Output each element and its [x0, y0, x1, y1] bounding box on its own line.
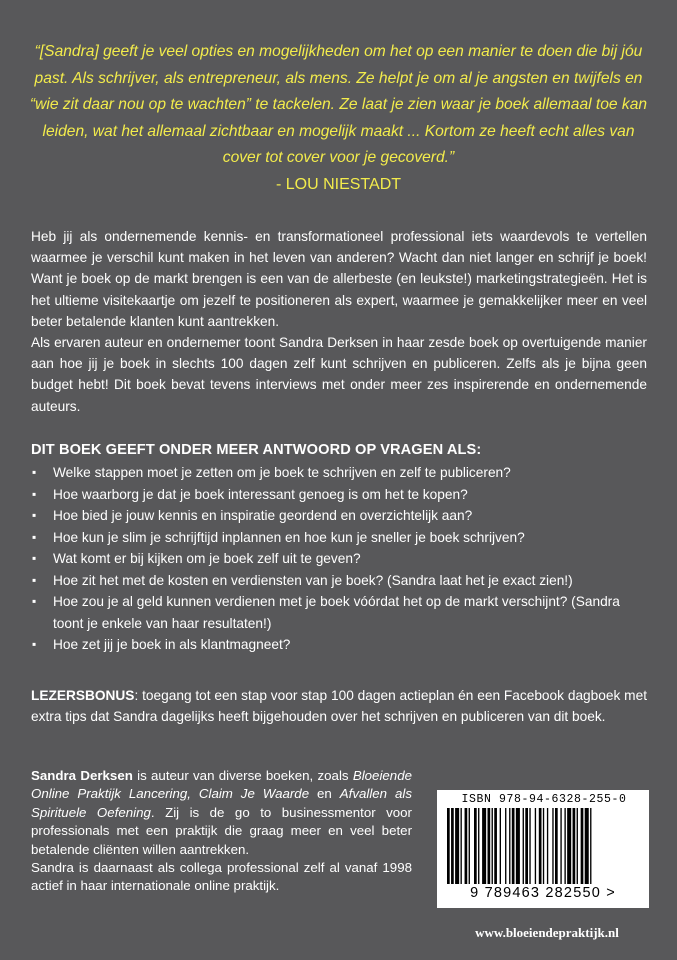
barcode-bar — [529, 808, 530, 884]
barcode-bars — [447, 808, 639, 884]
questions-list — [31, 462, 647, 656]
book-title: Bloeiende Online Praktijk Lancering, Claim Je Waarde — [31, 768, 412, 802]
testimonial-quote — [28, 39, 649, 198]
barcode-bar — [512, 808, 515, 884]
barcode-bar — [455, 808, 459, 884]
website-url: www.bloeiendepraktijk.nl — [475, 925, 619, 940]
bullet-icon: ▪ — [32, 486, 37, 501]
quote-text: “[Sandra] geeft je veel opties en mogelijkheden om het op een manier te doen die bij jóu past. Als schrijver, als entrepreneur, als mens. Ze helpt je om al je angsten en twijfels en “wie zit daar nou op te wachten” te tackelen. Ze laat je zien waar je boek allemaal toe kan leiden, wat het allemaal zichtbaar en mogelijk maakt ... Kortom ze heeft echt alles van cover tot cover voor je gecoverd.” — [29, 43, 648, 166]
barcode-bar — [539, 808, 542, 884]
bonus-label: LEZERSBONUS — [31, 688, 135, 703]
bio-paragraph-2: Sandra is daarnaast als collega professional zelf al vanaf 1998 actief in haar internationale online praktijk. — [31, 860, 412, 894]
barcode-bar — [494, 808, 497, 884]
list-item: ▪ Wat komt er bij kijken om je boek zelf uit te geven? — [31, 548, 647, 570]
isbn-number: ISBN 978-94-6328-255-0 — [461, 793, 627, 806]
barcode-bar — [447, 808, 450, 884]
bonus-text: : toegang tot een stap voor stap 100 dagen actieplan én een Facebook dagboek met extra tips dat Sandra dagelijks heeft bijgehouden over het schrijven en publiceren van dit boek. — [31, 688, 647, 725]
barcode-bar — [474, 808, 477, 884]
barcode-bar — [581, 808, 584, 884]
isbn-barcode — [437, 790, 649, 908]
list-item: ▪ Hoe zet jij je boek in als klantmagneet? — [31, 634, 647, 656]
barcode-bar — [564, 808, 565, 884]
bullet-icon: ▪ — [32, 551, 37, 565]
barcode-bar — [523, 808, 524, 884]
author-bio — [31, 767, 412, 896]
barcode-bar — [535, 808, 536, 884]
barcode-bar — [509, 808, 510, 884]
reader-bonus — [31, 685, 647, 727]
barcode-bar — [488, 808, 491, 884]
barcode-bar — [516, 808, 520, 884]
barcode-bar — [505, 808, 506, 884]
barcode-bar — [461, 808, 462, 884]
barcode-bar — [525, 808, 528, 884]
barcode-bar — [482, 808, 486, 884]
bullet-icon: ▪ — [32, 594, 37, 608]
barcode-bar — [547, 808, 548, 884]
intro-text — [31, 226, 647, 417]
list-item: ▪ Hoe bied je jouw kennis en inspiratie geordend en overzichtelijk aan? — [31, 505, 647, 527]
ean-digits: 9 789463 282550 > — [470, 885, 616, 901]
barcode-bar — [573, 808, 576, 884]
list-item: ▪ Hoe zit het met de kosten en verdiensten van je boek? (Sandra laat het je exact zien!) — [31, 570, 647, 592]
barcode-bar — [585, 808, 589, 884]
intro-paragraph-2: Als ervaren auteur en ondernemer toont Sandra Derksen in haar zesde boek op overtuigende manier aan hoe jij je boek in slechts 100 dagen zelf kunt schrijven en publiceren. Zelfs als je bijna geen budget hebt! Dit boek bevat tevens interviews met onder meer zes inspirerende en ondernemende auteurs. — [31, 335, 647, 414]
list-item: ▪ Hoe zou je al geld kunnen verdienen met je boek vóórdat het op de markt verschijnt? (Sandra toont je enkele van haar resultaten!) — [31, 591, 647, 634]
questions-heading: DIT BOEK GEEFT ONDER MEER ANTWOORD OP VRAGEN ALS: — [31, 442, 482, 458]
bullet-icon: ▪ — [32, 637, 37, 651]
bullet-icon: ▪ — [32, 529, 37, 544]
barcode-bar — [577, 808, 578, 884]
barcode-bar — [560, 808, 561, 884]
list-item: ▪ Welke stappen moet je zetten om je boek te schrijven en zelf te publiceren? — [31, 462, 647, 484]
barcode-bar — [451, 808, 454, 884]
bio-paragraph-1: Sandra Derksen is auteur van diverse boeken, zoals Bloeiende Online Praktijk Lancering, Claim Je Waarde en Afvallen als Spirituele Oefening. Zij is de go to businessmentor voor professionals met een praktijk die graag meer en veel beter betalende cliënten willen aantrekken. — [31, 768, 412, 857]
barcode-bar — [492, 808, 493, 884]
barcode-bar — [500, 808, 501, 884]
quote-author: - LOU NIESTADT — [275, 175, 402, 193]
intro-paragraph-1: Heb jij als ondernemende kennis- en transformationeel professional iets waardevols te vertellen waarmee je verschil kunt maken in het leven van anderen? Wacht dan niet langer en schrijf je boek! Want je boek op de markt brengen is een van de allerbeste (en leukste!) marketingstrategieën. Het is het ultieme visitekaartje om jezelf te positioneren als expert, waarmee je gemakkelijker meer en veel beter betalende klanten kunt aantrekken. — [31, 229, 647, 329]
book-title: Afvallen als Spirituele Oefening — [31, 786, 412, 820]
barcode-bar — [543, 808, 544, 884]
bullet-icon: ▪ — [32, 465, 37, 479]
barcode-bar — [469, 808, 470, 884]
bullet-icon: ▪ — [32, 572, 37, 587]
list-item: ▪ Hoe waarborg je dat je boek interessant genoeg is om het te kopen? — [31, 484, 647, 506]
barcode-bar — [567, 808, 571, 884]
barcode-bar — [555, 808, 558, 884]
bullet-icon: ▪ — [32, 508, 37, 522]
barcode-bar — [552, 808, 553, 884]
list-item: ▪ Hoe kun je slim je schrijftijd inplannen en hoe kun je sneller je boek schrijven? — [31, 527, 647, 549]
author-name: Sandra Derksen — [31, 768, 133, 783]
barcode-bar — [465, 808, 468, 884]
barcode-bar — [478, 808, 479, 884]
barcode-bar — [590, 808, 591, 884]
